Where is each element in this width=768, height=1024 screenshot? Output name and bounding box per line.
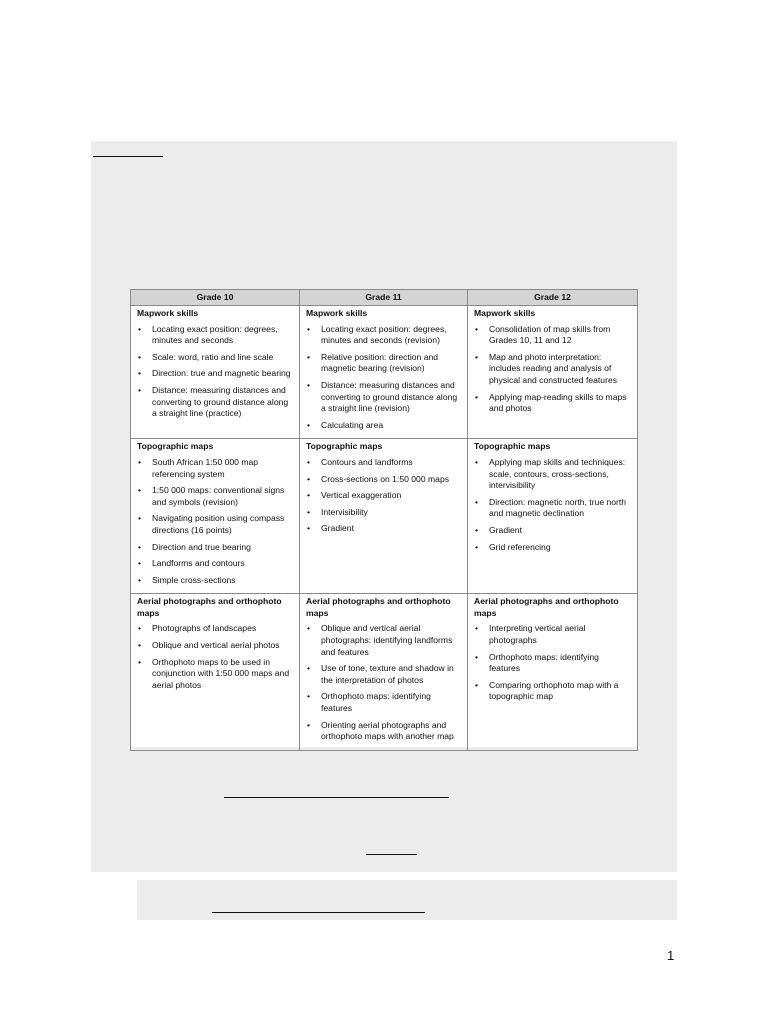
table-header-row [131, 290, 638, 306]
curriculum-table-image [130, 289, 637, 747]
table-cell [468, 439, 638, 594]
list-item: • Orthophoto maps: identifying features [306, 691, 461, 714]
table-cell [131, 594, 300, 751]
curriculum-table [130, 289, 638, 751]
table-cell [131, 306, 300, 439]
table-cell [468, 306, 638, 439]
bullet-list [474, 457, 631, 553]
list-item: • Cross-sections on 1:50 000 maps [306, 474, 461, 486]
table-row [131, 594, 638, 751]
list-item: • Consolidation of map skills from Grades 10, 11 and 12 [474, 324, 631, 347]
table-cell [300, 439, 468, 594]
bullet-list [137, 623, 293, 691]
heading-underline [93, 156, 163, 157]
list-item: • Direction: magnetic north, true north and magnetic declination [474, 497, 631, 520]
list-item: • Simple cross-sections [137, 575, 293, 587]
section-title: Aerial photographs and orthophoto maps [137, 596, 282, 618]
list-item: • Intervisibility [306, 507, 461, 519]
list-item: • Applying map skills and techniques: scale, contours, cross-sections, intervisibility [474, 457, 631, 492]
blank-underline-2 [366, 854, 417, 855]
section-title: Mapwork skills [306, 308, 368, 318]
page-number: 1 [667, 948, 675, 963]
section-title: Aerial photographs and orthophoto maps [306, 596, 451, 618]
list-item: • Grid referencing [474, 542, 631, 554]
list-item: • Map and photo interpretation: includes reading and analysis of physical and constructed features [474, 352, 631, 387]
list-item: • Orthophoto maps: identifying features [474, 652, 631, 675]
list-item: • Use of tone, texture and shadow in the interpretation of photos [306, 663, 461, 686]
bullet-list [137, 324, 293, 420]
list-item: • Photographs of landscapes [137, 623, 293, 635]
table-row [131, 439, 638, 594]
table-cell [300, 594, 468, 751]
col-header-grade-12: Grade 12 [468, 290, 638, 306]
list-item: • Orthophoto maps to be used in conjunction with 1:50 000 maps and aerial photos [137, 657, 293, 692]
list-item: • Gradient [306, 523, 461, 535]
table-row [131, 306, 638, 439]
section-title: Mapwork skills [474, 308, 536, 318]
list-item: • Locating exact position: degrees, minutes and seconds (revision) [306, 324, 461, 347]
table-cell [300, 306, 468, 439]
blank-underline-1 [224, 797, 449, 798]
bullet-list [306, 457, 461, 535]
list-item: • Distance: measuring distances and converting to ground distance along a straight line (revision) [306, 380, 461, 415]
list-item: • Gradient [474, 525, 631, 537]
section-title: Topographic maps [306, 441, 383, 452]
list-item: • Calculating area [306, 420, 461, 432]
list-item: • Contours and landforms [306, 457, 461, 469]
list-item: • Interpreting vertical aerial photographs [474, 623, 631, 646]
table-cell [131, 439, 300, 594]
footer-strip [137, 880, 677, 920]
list-item: • Locating exact position: degrees, minutes and seconds [137, 324, 293, 347]
list-item: • Comparing orthophoto map with a topographic map [474, 680, 631, 703]
bullet-list [474, 324, 631, 415]
list-item: • Navigating position using compass directions (16 points) [137, 513, 293, 536]
bullet-list [306, 324, 461, 432]
list-item: • Distance: measuring distances and converting to ground distance along a straight line (practice) [137, 385, 293, 420]
list-item: • Oblique and vertical aerial photographs: identifying landforms and features [306, 623, 461, 658]
col-header-grade-11: Grade 11 [300, 290, 468, 306]
list-item: • Landforms and contours [137, 558, 293, 570]
col-header-grade-10: Grade 10 [131, 290, 300, 306]
table-cell [468, 594, 638, 751]
list-item: • Direction: true and magnetic bearing [137, 368, 293, 380]
list-item: • Oblique and vertical aerial photos [137, 640, 293, 652]
section-title: Mapwork skills [137, 308, 199, 318]
list-item: • Vertical exaggeration [306, 490, 461, 502]
bullet-list [137, 457, 293, 586]
section-title: Aerial photographs and orthophoto maps [474, 596, 619, 618]
list-item: • 1:50 000 maps: conventional signs and symbols (revision) [137, 485, 293, 508]
blank-underline-3 [212, 912, 425, 913]
list-item: • Applying map-reading skills to maps and photos [474, 392, 631, 415]
list-item: • Direction and true bearing [137, 542, 293, 554]
list-item: • Scale: word, ratio and line scale [137, 352, 293, 364]
section-title: Topographic maps [137, 441, 214, 452]
list-item: • South African 1:50 000 map referencing system [137, 457, 293, 480]
bullet-list [306, 623, 461, 742]
bullet-list [474, 623, 631, 703]
list-item: • Orienting aerial photographs and orthophoto maps with another map [306, 720, 461, 743]
section-title: Topographic maps [474, 441, 551, 452]
list-item: • Relative position: direction and magnetic bearing (revision) [306, 352, 461, 375]
